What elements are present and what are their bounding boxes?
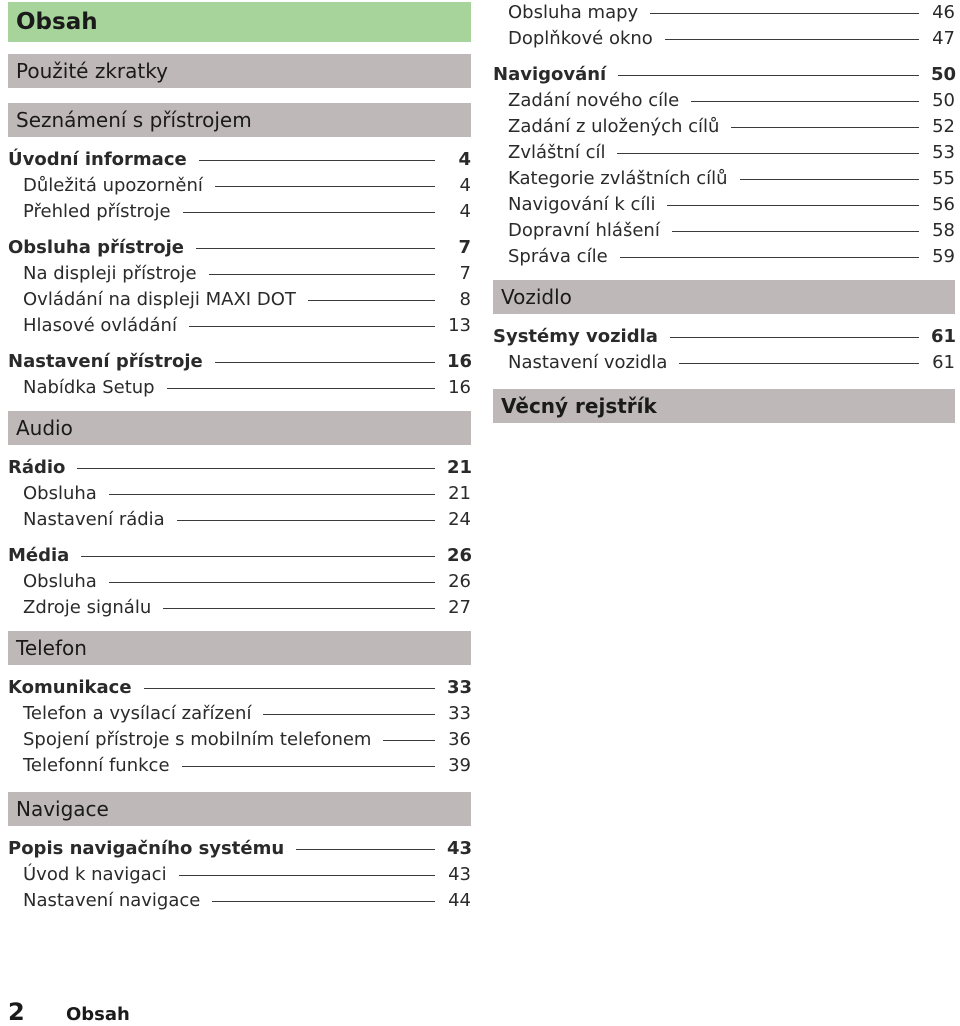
toc-page: 50 (931, 64, 957, 85)
toc-label: Úvodní informace (8, 149, 187, 170)
toc-label: Hlasové ovládání (23, 315, 177, 336)
section-header-index[interactable]: Věcný rejstřík (493, 389, 955, 423)
toc-label: Telefonní funkce (23, 755, 170, 776)
toc-page: 7 (459, 263, 471, 284)
toc-page: 36 (448, 729, 471, 750)
toc-entry[interactable] (8, 569, 471, 595)
toc-entry[interactable] (8, 595, 471, 621)
toc-entry[interactable] (493, 350, 955, 376)
toc-page: 55 (932, 168, 955, 189)
toc-page: 7 (458, 237, 471, 258)
toc-page: 24 (448, 509, 471, 530)
toc-label: Obsluha (23, 483, 97, 504)
toc-label: Přehled přístroje (23, 201, 171, 222)
toc-page: 21 (448, 483, 471, 504)
toc-page: 4 (459, 175, 471, 196)
toc-page: 50 (932, 90, 955, 111)
toc-group-entry[interactable] (8, 836, 471, 862)
toc-label: Navigování k cíli (508, 194, 656, 215)
toc-label: Systémy vozidla (493, 326, 658, 347)
toc-label: Obsluha mapy (508, 2, 639, 23)
toc-label: Nastavení navigace (23, 890, 201, 911)
toc-page: 56 (932, 194, 955, 215)
toc-entry[interactable] (493, 140, 955, 166)
toc-label: Rádio (8, 457, 66, 478)
toc-label: Správa cíle (508, 246, 608, 267)
section-header-phone[interactable]: Telefon (8, 631, 471, 665)
toc-page: 4 (459, 201, 471, 222)
toc-group-entry[interactable] (493, 62, 955, 88)
toc-page: 46 (932, 2, 955, 23)
section-header-abbreviations[interactable]: Použité zkratky (8, 54, 471, 88)
page-title: Obsah (8, 2, 471, 42)
toc-label: Na displeji přístroje (23, 263, 197, 284)
toc-label: Zvláštní cíl (508, 142, 606, 163)
toc-group-entry[interactable] (8, 147, 471, 173)
toc-page: 61 (931, 326, 957, 347)
toc-page: 39 (448, 755, 471, 776)
toc-page: 59 (932, 246, 955, 267)
toc-label: Ovládání na displeji MAXI DOT (23, 289, 296, 310)
toc-entry[interactable] (8, 199, 471, 225)
toc-page: 4 (458, 149, 471, 170)
toc-label: Úvod k navigaci (23, 864, 167, 885)
toc-entry[interactable] (493, 26, 955, 52)
toc-label: Komunikace (8, 677, 132, 698)
toc-page: 43 (447, 838, 473, 859)
toc-page: 16 (447, 351, 473, 372)
toc-label: Popis navigačního systému (8, 838, 285, 859)
toc-page: 61 (932, 352, 955, 373)
toc-label: Nastavení přístroje (8, 351, 203, 372)
toc-page: 27 (448, 597, 471, 618)
toc-page: 26 (447, 545, 473, 566)
toc-entry[interactable] (493, 166, 955, 192)
toc-group-entry[interactable] (8, 675, 471, 701)
toc-group-entry[interactable] (493, 324, 955, 350)
footer-title: Obsah (66, 1004, 130, 1025)
toc-entry[interactable] (493, 192, 955, 218)
toc-page: 33 (447, 677, 473, 698)
toc-page: 21 (447, 457, 473, 478)
toc-entry[interactable] (8, 701, 471, 727)
toc-label: Spojení přístroje s mobilním telefonem (23, 729, 372, 750)
toc-group-entry[interactable] (8, 235, 471, 261)
toc-entry[interactable] (8, 753, 471, 779)
toc-page: 52 (932, 116, 955, 137)
section-header-vehicle[interactable]: Vozidlo (493, 280, 955, 314)
toc-label: Dopravní hlášení (508, 220, 660, 241)
left-column (8, 0, 471, 914)
page-number: 2 (8, 998, 25, 1026)
toc-label: Nabídka Setup (23, 377, 155, 398)
toc-label: Nastavení vozidla (508, 352, 668, 373)
toc-label: Obsluha přístroje (8, 237, 184, 258)
toc-page: 47 (932, 28, 955, 49)
toc-label: Zadání nového cíle (508, 90, 680, 111)
toc-page: 44 (448, 890, 471, 911)
toc-page: 8 (459, 289, 471, 310)
page-footer (8, 998, 130, 1026)
toc-page: 58 (932, 220, 955, 241)
toc-entry[interactable] (8, 375, 471, 401)
toc-entry[interactable] (8, 507, 471, 533)
toc-entry[interactable] (8, 287, 471, 313)
toc-label: Média (8, 545, 70, 566)
toc-label: Kategorie zvláštních cílů (508, 168, 728, 189)
toc-label: Nastavení rádia (23, 509, 165, 530)
toc-label: Zadání z uložených cílů (508, 116, 720, 137)
toc-label: Důležitá upozornění (23, 175, 203, 196)
toc-entry[interactable] (493, 0, 955, 26)
toc-entry[interactable] (8, 173, 471, 199)
toc-entry[interactable] (8, 313, 471, 339)
toc-group-entry[interactable] (8, 455, 471, 481)
right-column (493, 0, 955, 423)
toc-group-entry[interactable] (8, 349, 471, 375)
toc-entry[interactable] (493, 114, 955, 140)
toc-page: 33 (448, 703, 471, 724)
section-header-audio[interactable]: Audio (8, 411, 471, 445)
toc-page: 43 (448, 864, 471, 885)
toc-entry[interactable] (8, 888, 471, 914)
toc-group-entry[interactable] (8, 543, 471, 569)
toc-entry[interactable] (493, 88, 955, 114)
toc-entry[interactable] (493, 218, 955, 244)
toc-page: 26 (448, 571, 471, 592)
toc-label: Telefon a vysílací zařízení (23, 703, 252, 724)
toc-label: Navigování (493, 64, 607, 85)
toc-page: 53 (932, 142, 955, 163)
toc-label: Doplňkové okno (508, 28, 653, 49)
toc-label: Obsluha (23, 571, 97, 592)
section-header-navigation[interactable]: Navigace (8, 792, 471, 826)
toc-entry[interactable] (8, 261, 471, 287)
toc-entry[interactable] (8, 727, 471, 753)
toc-label: Zdroje signálu (23, 597, 152, 618)
toc-entry[interactable] (493, 244, 955, 270)
toc-page: 16 (448, 377, 471, 398)
toc-entry[interactable] (8, 862, 471, 888)
toc-page: 13 (448, 315, 471, 336)
section-header-introduction[interactable]: Seznámení s přístrojem (8, 103, 471, 137)
toc-entry[interactable] (8, 481, 471, 507)
